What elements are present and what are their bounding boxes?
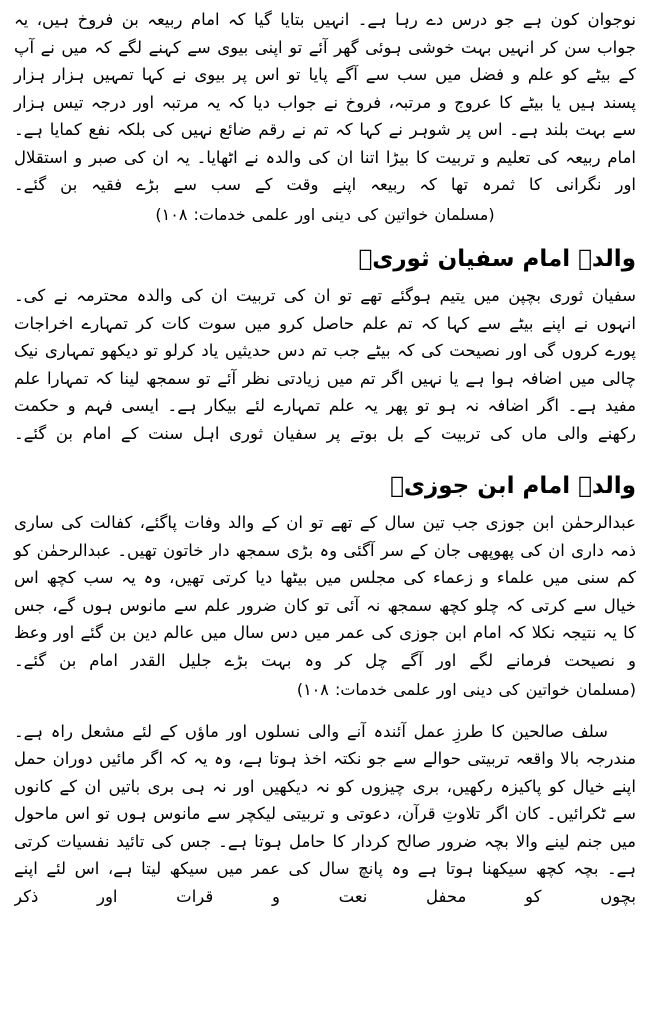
section-spacer-1 bbox=[14, 449, 636, 455]
section-heading-sufyan-thawri: والدہ امام سفیان ثوریؒ bbox=[358, 246, 636, 272]
section-heading-ibn-jawzi: والدہ امام ابن جوزیؒ bbox=[390, 473, 636, 499]
paragraph-sufyan-thawri: سفیان ثوری بچپن میں یتیم ہوگئے تھے تو ان کی تربیت ان کی والدہ محترمہ نے کی۔ انہوں نے اپنے بیٹے سے کہا کہ تم علم حاصل کرو میں سوت کات کر تمہارے اخراجات پورے کروں گی اور نصیحت کی کہ بیٹے جب تم دس حدیثیں یاد کرلو تو دیکھو تمہاری نیک چالی میں اضافہ ہوا ہے یا نہیں اگر تم میں زیادتی نظر آئے تو سمجھ لینا کہ تمہارا علم مفید ہے۔ اگر اضافہ نہ ہو تو پھر یہ علم تمہارے لئے بیکار ہے۔ ایسی فہم و حکمت رکھنے والی ماں کی تربیت کے بل بوتے پر سفیان ثوری اہل سنت کے امام بن گئے۔ bbox=[14, 286, 636, 443]
paragraph-ibn-jawzi: عبدالرحمٰن ابن جوزی جب تین سال کے تھے تو ان کے والد وفات پاگئے، کفالت کی ساری ذمہ داری ان کی پھوپھی جان کے سر آگئی وہ بڑی سمجھ دار خاتون تھیں۔ عبدالرحمٰن کو کم سنی میں علماء و زعماء کی مجلس میں بیٹھا دیا کرتی تھیں، وہ یہ سب کچھ اس خیال سے کرتی کہ چلو کچھ سمجھ نہ آئی تو کان ضرور علم سے مانوس ہوں گے، جس کا یہ نتیجہ نکلا کہ امام ابن جوزی کی عمر میں دس سال میں عالم دین بن گئے اور وعظ و نصیحت فرمانے لگے اور آگے چل کر وہ بہت بڑے جلیل القدر امام بن گئے۔ bbox=[14, 513, 636, 670]
paragraph-rabia-story: نوجوان کون ہے جو درس دے رہا ہے۔ انہیں بتایا گیا کہ امام ربیعہ بن فروخ ہیں، یہ جواب سن کر انہیں بہت خوشی ہوئی گھر آئے تو اپنی بیوی سے کہنے لگے کہ میں نے آپ کے بیٹے کو علم و فضل میں سب سے آگے پایا تو اس پر بیوی نے کہا تمہیں ہزار ہزار پسند ہیں یا بیٹے کا عروج و مرتبہ، فروخ نے جواب دیا کہ یہ مرتبہ اور درجہ تیس ہزار سے بہت بلند ہے۔ اس پر شوہر نے کہا کہ تم نے رقم ضائع نہیں کی بلکہ نفع کمایا ہے۔ امام ربیعہ کی تعلیم و تربیت کا بیڑا اتنا ان کی والدہ نے اٹھایا۔ یہ ان کی صبر و استقلال اور نگرانی کا ثمرہ تھا کہ ربیعہ اپنے وقت کے سب سے بڑے فقیہ بن گئے۔ bbox=[14, 10, 636, 194]
paragraph-salaf-lesson: سلف صالحین کا طرزِ عمل آئندہ آنے والی نسلوں اور ماؤں کے لئے مشعل راہ ہے۔ مندرجہ بالا واقعہ تربیتی حوالے سے جو نکتہ اخذ ہوتا ہے، وہ یہ کہ اگر مائیں دوران حمل اپنے خیال کو پاکیزہ رکھیں، بری چیزوں کو نہ دیکھیں اور نہ ہی بری باتیں ان کے کانوں سے ٹکرائیں۔ کان اگر تلاوتِ قرآن، دعوتی و تربیتی لیکچر سے مانوس ہوں تو اس ماحول میں جنم لینے والا بچہ ضرور صالح کردار کا حامل ہوتا ہے۔ جس کی تائید نفسیات کرتی ہے۔ بچہ کچھ سیکھنا ہوتا ہے وہ پانچ سال کی عمر میں سیکھ لیتا ہے، اس لئے اپنے بچوں کو محفل نعت و قرات اور ذکر bbox=[14, 721, 636, 906]
section-spacer-2 bbox=[14, 706, 636, 718]
source-citation-1: (مسلمان خواتین کی دینی اور علمی خدمات: ۱۰۸) bbox=[155, 204, 495, 224]
source-citation-2: (مسلمان خواتین کی دینی اور علمی خدمات: ۱۰۸) bbox=[296, 680, 636, 699]
